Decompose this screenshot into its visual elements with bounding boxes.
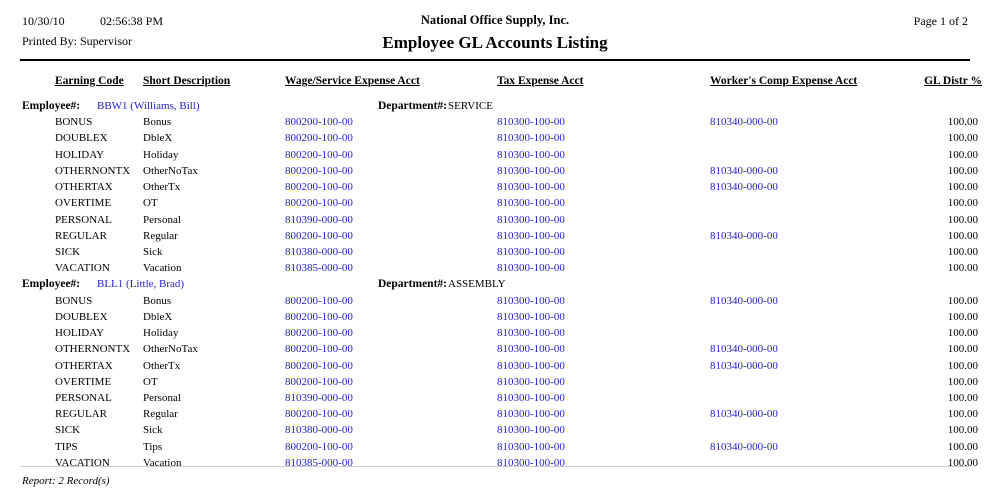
gl-distr-pct-cell: 100.00	[947, 197, 978, 210]
earning-row	[0, 114, 990, 130]
tax-expense-acct-link[interactable]: 810300-100-00	[497, 408, 565, 421]
report-date: 10/30/10	[22, 14, 65, 28]
gl-distr-pct-cell: 100.00	[947, 408, 978, 421]
department-number-label: Department#:	[378, 278, 447, 291]
tax-expense-acct-link[interactable]: 810300-100-00	[497, 294, 565, 307]
earning-row	[0, 325, 990, 341]
tax-expense-acct-link[interactable]: 810300-100-00	[497, 229, 565, 242]
workers-comp-expense-acct-link[interactable]: 810340-000-00	[710, 294, 778, 307]
short-description-cell: DbleX	[143, 132, 173, 145]
tax-expense-acct-link[interactable]: 810300-100-00	[497, 440, 565, 453]
workers-comp-expense-acct-link[interactable]: 810340-000-00	[710, 164, 778, 177]
tax-expense-acct-link[interactable]: 810300-100-00	[497, 116, 565, 129]
department-number-label: Department#:	[378, 100, 447, 112]
short-description-cell: Holiday	[143, 327, 179, 340]
wage-service-expense-acct-link[interactable]: 800200-100-00	[285, 327, 353, 340]
column-header-row	[0, 75, 990, 92]
tax-expense-acct-link[interactable]: 810300-100-00	[497, 213, 565, 226]
earning-code-cell: OTHERTAX	[55, 359, 113, 372]
short-description-cell: Tips	[143, 440, 163, 453]
employee-section-header	[0, 276, 990, 292]
gl-distr-pct-cell: 100.00	[947, 424, 978, 437]
earning-row	[0, 147, 990, 163]
short-description-cell: OtherNoTax	[143, 343, 198, 356]
department-number-value: ASSEMBLY	[448, 278, 506, 291]
wage-service-expense-acct-link[interactable]: 810390-000-00	[285, 391, 353, 404]
gl-distr-pct-cell: 100.00	[947, 181, 978, 194]
gl-distr-pct-cell: 100.00	[947, 456, 978, 469]
gl-distr-pct-cell: 100.00	[947, 245, 978, 258]
earning-row	[0, 439, 990, 455]
earning-row	[0, 130, 990, 146]
earning-row	[0, 455, 990, 471]
earning-row	[0, 358, 990, 374]
report-time: 02:56:38 PM	[100, 14, 164, 28]
short-description-cell: Personal	[143, 391, 181, 404]
header-divider	[20, 59, 970, 61]
earning-row	[0, 244, 990, 260]
earning-row	[0, 293, 990, 309]
short-description-cell: Sick	[143, 424, 163, 437]
gl-distr-pct-cell: 100.00	[947, 310, 978, 323]
tax-expense-acct-link[interactable]: 810300-100-00	[497, 343, 565, 356]
employee-section-header	[0, 98, 990, 114]
workers-comp-expense-acct-link[interactable]: 810340-000-00	[710, 359, 778, 372]
wage-service-expense-acct-link[interactable]: 800200-100-00	[285, 440, 353, 453]
printed-by-label: Printed By: Supervisor	[22, 34, 132, 48]
earning-code-cell: HOLIDAY	[55, 148, 105, 161]
wage-service-expense-acct-link[interactable]: 810380-000-00	[285, 424, 353, 437]
gl-distr-pct-cell: 100.00	[947, 294, 978, 307]
wage-service-expense-acct-link[interactable]: 800200-100-00	[285, 132, 353, 145]
tax-expense-acct-link[interactable]: 810300-100-00	[497, 424, 565, 437]
short-description-cell: OT	[143, 197, 158, 210]
workers-comp-expense-acct-link[interactable]: 810340-000-00	[710, 343, 778, 356]
company-name: National Office Supply, Inc.	[420, 13, 570, 27]
gl-distr-pct-cell: 100.00	[947, 213, 978, 226]
wage-service-expense-acct-link[interactable]: 800200-100-00	[285, 229, 353, 242]
tax-expense-acct-link[interactable]: 810300-100-00	[497, 148, 565, 161]
wage-service-expense-acct-link[interactable]: 800200-100-00	[285, 197, 353, 210]
tax-expense-acct-link[interactable]: 810300-100-00	[497, 262, 565, 275]
short-description-cell: OtherTx	[143, 359, 181, 372]
employee-number-label: Employee#:	[22, 278, 81, 291]
short-description-cell: Sick	[143, 245, 163, 258]
column-header-wage-service-expense-acct: Wage/Service Expense Acct	[285, 75, 420, 87]
gl-distr-pct-cell: 100.00	[947, 229, 978, 242]
tax-expense-acct-link[interactable]: 810300-100-00	[497, 132, 565, 145]
wage-service-expense-acct-link[interactable]: 800200-100-00	[285, 164, 353, 177]
wage-service-expense-acct-link[interactable]: 800200-100-00	[285, 181, 353, 194]
wage-service-expense-acct-link[interactable]: 800200-100-00	[285, 408, 353, 421]
column-header-short-description: Short Description	[143, 75, 231, 87]
tax-expense-acct-link[interactable]: 810300-100-00	[497, 245, 565, 258]
wage-service-expense-acct-link[interactable]: 810380-000-00	[285, 245, 353, 258]
earning-code-cell: PERSONAL	[55, 391, 112, 404]
wage-service-expense-acct-link[interactable]: 800200-100-00	[285, 310, 353, 323]
report-record-count: Report: 2 Record(s)	[22, 475, 110, 487]
column-header-tax-expense-acct: Tax Expense Acct	[497, 75, 584, 87]
gl-distr-pct-cell: 100.00	[947, 148, 978, 161]
gl-distr-pct-cell: 100.00	[947, 327, 978, 340]
earning-code-cell: OTHERNONTX	[55, 164, 131, 177]
earning-row	[0, 374, 990, 390]
short-description-cell: Regular	[143, 408, 178, 421]
earning-code-cell: OVERTIME	[55, 375, 112, 388]
wage-service-expense-acct-link[interactable]: 800200-100-00	[285, 148, 353, 161]
footer-divider	[20, 466, 970, 467]
gl-distr-pct-cell: 100.00	[947, 262, 978, 275]
wage-service-expense-acct-link[interactable]: 800200-100-00	[285, 116, 353, 129]
workers-comp-expense-acct-link[interactable]: 810340-000-00	[710, 440, 778, 453]
wage-service-expense-acct-link[interactable]: 800200-100-00	[285, 343, 353, 356]
column-header-earning-code: Earning Code	[55, 75, 124, 87]
earning-code-cell: REGULAR	[55, 408, 107, 421]
earning-code-cell: BONUS	[55, 294, 93, 307]
short-description-cell: OtherTx	[143, 181, 181, 194]
earning-code-cell: OTHERTAX	[55, 181, 113, 194]
earning-row	[0, 341, 990, 357]
wage-service-expense-acct-link[interactable]: 810390-000-00	[285, 213, 353, 226]
earning-row	[0, 212, 990, 228]
earning-row	[0, 179, 990, 195]
tax-expense-acct-link[interactable]: 810300-100-00	[497, 327, 565, 340]
short-description-cell: Vacation	[143, 262, 182, 275]
earning-row	[0, 260, 990, 276]
employee-number-value[interactable]: BBW1 (Williams, Bill)	[97, 100, 200, 112]
earning-code-cell: VACATION	[55, 456, 110, 469]
earning-row	[0, 422, 990, 438]
gl-distr-pct-cell: 100.00	[947, 359, 978, 372]
earning-code-cell: SICK	[55, 424, 81, 437]
short-description-cell: Bonus	[143, 294, 172, 307]
wage-service-expense-acct-link[interactable]: 800200-100-00	[285, 294, 353, 307]
short-description-cell: OT	[143, 375, 158, 388]
wage-service-expense-acct-link[interactable]: 800200-100-00	[285, 359, 353, 372]
tax-expense-acct-link[interactable]: 810300-100-00	[497, 181, 565, 194]
wage-service-expense-acct-link[interactable]: 810385-000-00	[285, 456, 353, 469]
earning-code-cell: BONUS	[55, 116, 93, 129]
workers-comp-expense-acct-link[interactable]: 810340-000-00	[710, 229, 778, 242]
earning-row	[0, 163, 990, 179]
earning-code-cell: VACATION	[55, 262, 110, 275]
workers-comp-expense-acct-link[interactable]: 810340-000-00	[710, 181, 778, 194]
tax-expense-acct-link[interactable]: 810300-100-00	[497, 375, 565, 388]
tax-expense-acct-link[interactable]: 810300-100-00	[497, 197, 565, 210]
short-description-cell: Vacation	[143, 456, 182, 469]
earning-code-cell: HOLIDAY	[55, 327, 105, 340]
short-description-cell: Bonus	[143, 116, 172, 129]
gl-distr-pct-cell: 100.00	[947, 116, 978, 129]
tax-expense-acct-link[interactable]: 810300-100-00	[497, 391, 565, 404]
gl-distr-pct-cell: 100.00	[947, 440, 978, 453]
wage-service-expense-acct-link[interactable]: 810385-000-00	[285, 262, 353, 275]
earning-row	[0, 228, 990, 244]
earning-row	[0, 390, 990, 406]
employee-number-label: Employee#:	[22, 100, 81, 112]
earning-row	[0, 406, 990, 422]
short-description-cell: DbleX	[143, 310, 173, 323]
short-description-cell: Holiday	[143, 148, 179, 161]
workers-comp-expense-acct-link[interactable]: 810340-000-00	[710, 116, 778, 129]
earning-code-cell: REGULAR	[55, 229, 107, 242]
gl-distr-pct-cell: 100.00	[947, 375, 978, 388]
column-header-gl-distr-pct: GL Distr %	[924, 75, 982, 87]
column-header-workers-comp-expense-acct: Worker's Comp Expense Acct	[710, 75, 858, 87]
earning-code-cell: DOUBLEX	[55, 132, 108, 145]
short-description-cell: Regular	[143, 229, 178, 242]
earning-code-cell: OVERTIME	[55, 197, 112, 210]
wage-service-expense-acct-link[interactable]: 800200-100-00	[285, 375, 353, 388]
gl-distr-pct-cell: 100.00	[947, 132, 978, 145]
earning-row	[0, 195, 990, 211]
earning-code-cell: TIPS	[55, 440, 78, 453]
gl-distr-pct-cell: 100.00	[947, 343, 978, 356]
tax-expense-acct-link[interactable]: 810300-100-00	[497, 164, 565, 177]
page-indicator: Page 1 of 2	[913, 14, 968, 28]
report-title: Employee GL Accounts Listing	[382, 33, 608, 52]
earning-code-cell: PERSONAL	[55, 213, 112, 226]
tax-expense-acct-link[interactable]: 810300-100-00	[497, 359, 565, 372]
short-description-cell: OtherNoTax	[143, 164, 198, 177]
earning-code-cell: OTHERNONTX	[55, 343, 131, 356]
gl-distr-pct-cell: 100.00	[947, 164, 978, 177]
tax-expense-acct-link[interactable]: 810300-100-00	[497, 456, 565, 469]
tax-expense-acct-link[interactable]: 810300-100-00	[497, 310, 565, 323]
workers-comp-expense-acct-link[interactable]: 810340-000-00	[710, 408, 778, 421]
employee-number-value[interactable]: BLL1 (Little, Brad)	[97, 278, 185, 291]
earning-code-cell: SICK	[55, 245, 81, 258]
department-number-value: SERVICE	[448, 100, 493, 112]
short-description-cell: Personal	[143, 213, 181, 226]
report-body	[0, 98, 990, 471]
earning-row	[0, 309, 990, 325]
earning-code-cell: DOUBLEX	[55, 310, 108, 323]
gl-distr-pct-cell: 100.00	[947, 391, 978, 404]
